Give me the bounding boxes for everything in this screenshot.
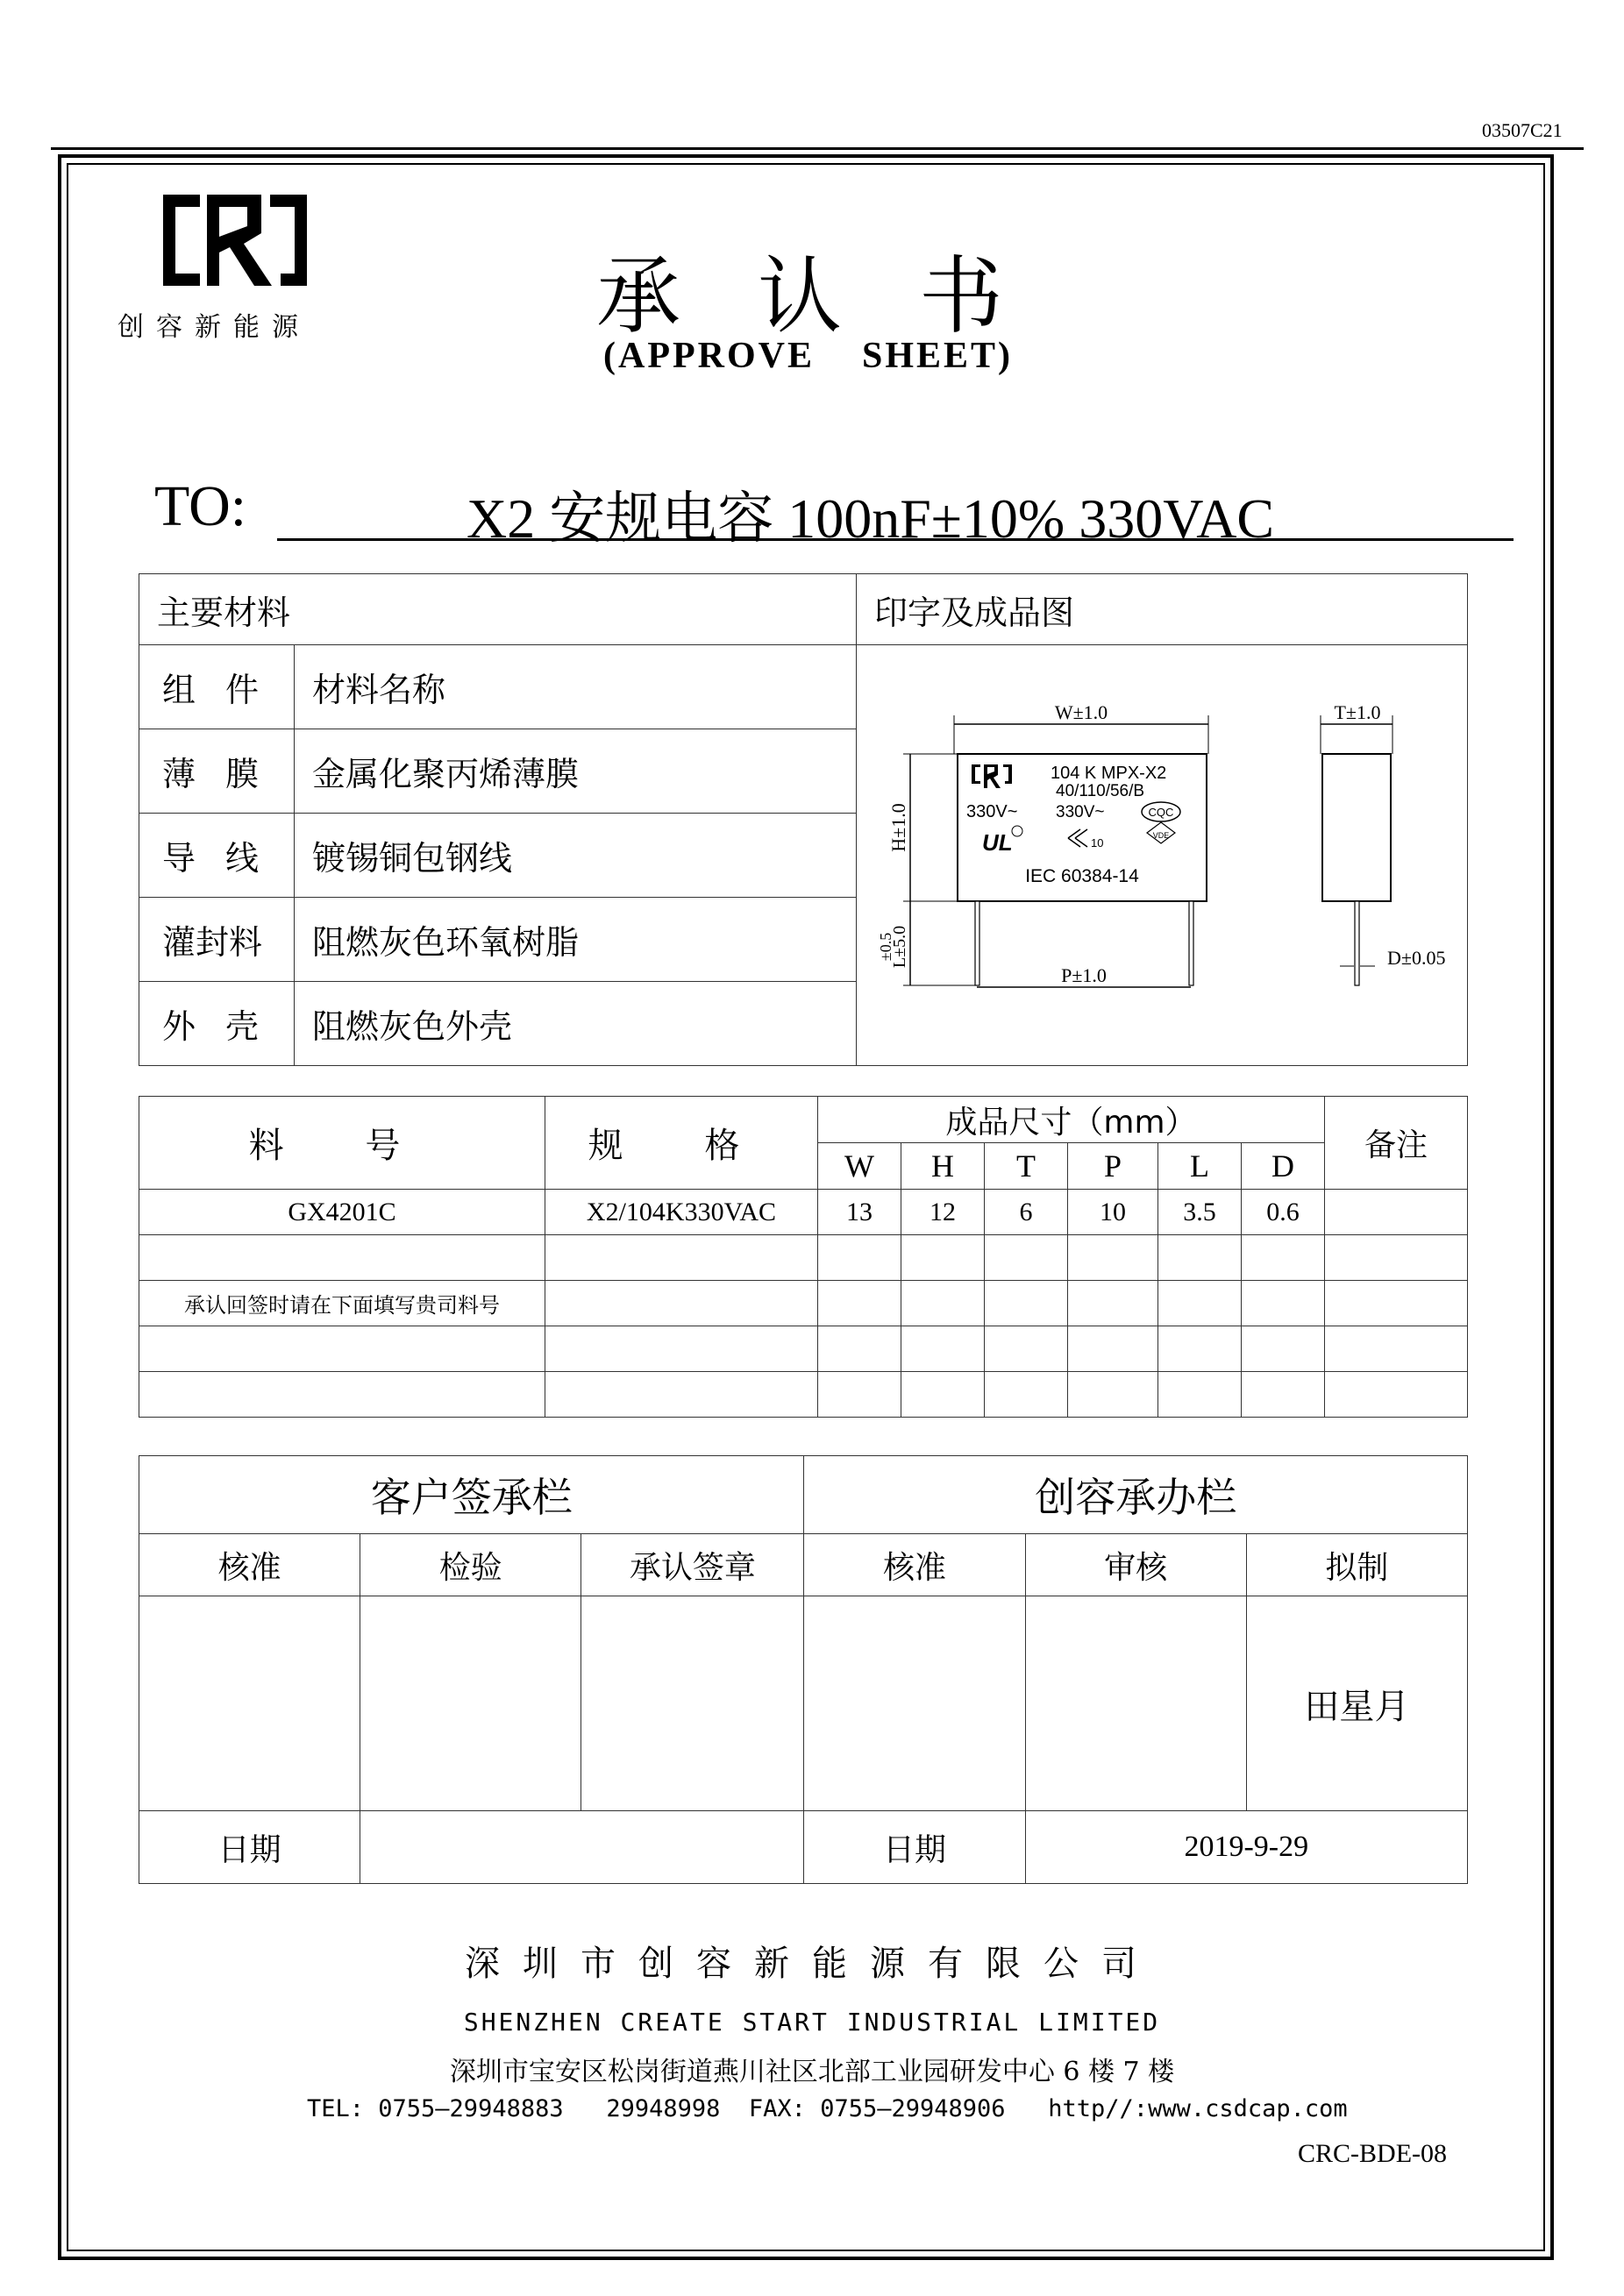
note-value	[1325, 1190, 1468, 1235]
part-cell: 外 壳	[139, 982, 295, 1066]
dim-header: L	[1158, 1143, 1242, 1190]
signature-cell	[804, 1596, 1025, 1811]
top-rule	[51, 147, 1584, 150]
ul-icon: UL	[982, 829, 1013, 856]
dim-header: T	[985, 1143, 1068, 1190]
part-cell: 薄 膜	[139, 729, 295, 814]
logo-caption: 创容新能源	[118, 312, 310, 343]
dim-d-value: 0.6	[1242, 1190, 1325, 1235]
marking-line2: 40/110/56/B	[1056, 782, 1145, 800]
company-date-value: 2019-9-29	[1025, 1811, 1467, 1884]
company-address: 深圳市宝安区松岗街道燕川社区北部工业园研发中心 6 楼 7 楼	[449, 2057, 1175, 2087]
company-date-label: 日期	[804, 1811, 1025, 1884]
signature-cell	[139, 1596, 360, 1811]
marking-line3: 330V~	[966, 802, 1018, 821]
material-cell: 材料名称	[295, 645, 857, 729]
dim-header: D	[1242, 1143, 1325, 1190]
dim-d-label: D±0.05	[1387, 947, 1446, 969]
svg-text:VDE: VDE	[1152, 831, 1170, 840]
col-spec: 规 格	[545, 1097, 818, 1190]
lead-left	[975, 901, 979, 985]
dim-header: P	[1068, 1143, 1158, 1190]
col-dimensions: 成品尺寸（mm）	[818, 1097, 1325, 1143]
svg-text:10: 10	[1091, 836, 1104, 849]
role-approve: 核准	[804, 1534, 1025, 1596]
dim-h-value: 12	[901, 1190, 985, 1235]
drawing-header: 印字及成品图	[857, 574, 1468, 645]
dim-header: W	[818, 1143, 901, 1190]
dim-h-label: H±1.0	[887, 803, 909, 852]
signature-cell	[1025, 1596, 1246, 1811]
dim-w-label: W±1.0	[1054, 701, 1108, 723]
dim-w-value: 13	[818, 1190, 901, 1235]
marking-line1: 104 K MPX-X2	[1051, 764, 1167, 783]
page-title: 承认书	[596, 247, 1080, 345]
part-cell: 导 线	[139, 814, 295, 898]
materials-header: 主要材料	[139, 574, 857, 645]
to-label: TO:	[154, 474, 247, 538]
role-approve: 核准	[139, 1534, 360, 1596]
dim-l-value: 3.5	[1158, 1190, 1242, 1235]
company-logo	[156, 191, 314, 289]
material-cell: 镀锡铜包钢线	[295, 814, 857, 898]
dim-l-label: L±5.0	[890, 925, 909, 969]
customer-part-note: 承认回签时请在下面填写贵司料号	[139, 1281, 545, 1326]
capacitor-drawing	[877, 684, 1466, 1034]
capacitor-side	[1322, 754, 1391, 901]
dim-header: H	[901, 1143, 985, 1190]
table-row	[139, 1372, 1468, 1418]
part-number: GX4201C	[139, 1190, 545, 1235]
table-row	[139, 1235, 1468, 1281]
form-code: CRC-BDE-08	[1298, 2139, 1448, 2168]
company-section-header: 创容承办栏	[804, 1456, 1468, 1534]
material-cell: 阻燃灰色外壳	[295, 982, 857, 1066]
material-cell: 阻燃灰色环氧树脂	[295, 898, 857, 982]
part-cell: 灌封料	[139, 898, 295, 982]
role-inspect: 检验	[360, 1534, 581, 1596]
company-name-en: SHENZHEN CREATE START INDUSTRIAL LIMITED	[463, 2008, 1161, 2037]
col-part: 料 号	[139, 1097, 545, 1190]
company-name-cn: 深圳市创容新能源有限公司	[465, 1944, 1159, 1984]
col-note: 备注	[1325, 1097, 1468, 1190]
company-contact: TEL: 0755—29948883 29948998 FAX: 0755—29948906 http//:www.csdcap.com	[307, 2095, 1348, 2122]
dim-t-label: T±1.0	[1334, 701, 1381, 723]
document-code: 03507C21	[1482, 119, 1563, 141]
signature-table	[139, 1455, 1468, 1884]
svg-text:CQC: CQC	[1148, 806, 1174, 819]
page-subtitle: (APPROVE SHEET)	[603, 336, 1014, 376]
role-draft: 拟制	[1246, 1534, 1467, 1596]
lead-right	[1189, 901, 1193, 985]
part-cell: 组 件	[139, 645, 295, 729]
table-row	[139, 1326, 1468, 1372]
table-row	[139, 1281, 1468, 1326]
spec-value: X2/104K330VAC	[545, 1190, 818, 1235]
role-seal: 承认签章	[581, 1534, 804, 1596]
table-row	[139, 1190, 1468, 1235]
customer-date-label: 日期	[139, 1811, 360, 1884]
marking-line5: IEC 60384-14	[1025, 866, 1139, 886]
dim-t-value: 6	[985, 1190, 1068, 1235]
dim-l-tolerance: ±0.5	[877, 932, 894, 962]
material-cell: 金属化聚丙烯薄膜	[295, 729, 857, 814]
customer-date-value	[360, 1811, 804, 1884]
spec-table	[139, 1096, 1468, 1418]
customer-section-header: 客户签承栏	[139, 1456, 804, 1534]
signature-cell	[581, 1596, 804, 1811]
marking-line4: 330V~	[1056, 803, 1105, 821]
signature-cell	[360, 1596, 581, 1811]
product-description: X2 安规电容 100nF±10% 330VAC	[467, 487, 1275, 550]
dim-p-label: P±1.0	[1061, 964, 1107, 986]
dim-p-value: 10	[1068, 1190, 1158, 1235]
drafter-name: 田星月	[1246, 1596, 1467, 1811]
role-review: 审核	[1025, 1534, 1246, 1596]
